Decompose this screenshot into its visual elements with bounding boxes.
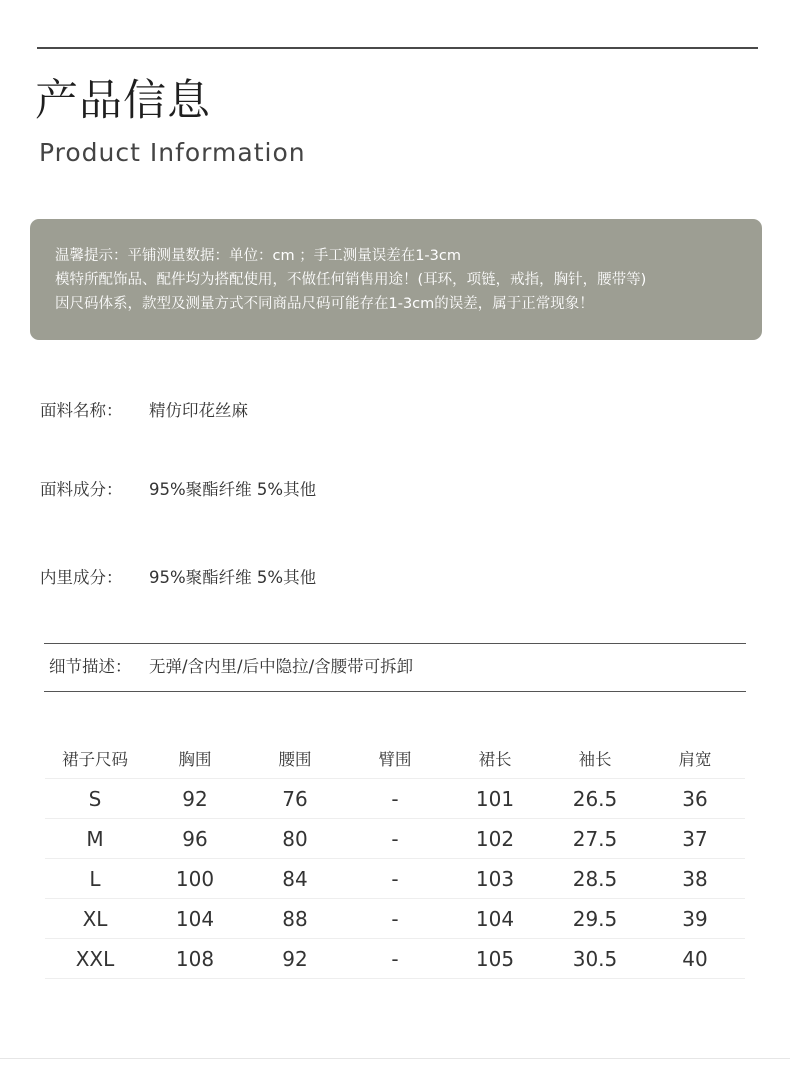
page-title: 产品信息 bbox=[35, 76, 211, 126]
table-cell: 36 bbox=[645, 779, 745, 819]
table-cell: 92 bbox=[245, 939, 345, 979]
header-cell: 肩宽 bbox=[645, 738, 745, 779]
table-cell: 108 bbox=[145, 939, 245, 979]
table-cell: 105 bbox=[445, 939, 545, 979]
table-cell: 96 bbox=[145, 819, 245, 859]
header-cell: 裙长 bbox=[445, 738, 545, 779]
table-cell: - bbox=[345, 939, 445, 979]
notice-line: 模特所配饰品、配件均为搭配使用，不做任何销售用途！(耳环，项链，戒指，胸针，腰带等) bbox=[55, 272, 647, 288]
table-cell: 80 bbox=[245, 819, 345, 859]
table-cell: L bbox=[45, 859, 145, 899]
table-cell: - bbox=[345, 819, 445, 859]
table-cell: 84 bbox=[245, 859, 345, 899]
table-cell: 103 bbox=[445, 859, 545, 899]
table-row bbox=[45, 779, 745, 819]
table-cell: 37 bbox=[645, 819, 745, 859]
table-cell: - bbox=[345, 779, 445, 819]
fabric-name-value: 精仿印花丝麻 bbox=[149, 401, 248, 420]
table-cell: M bbox=[45, 819, 145, 859]
table-cell: 104 bbox=[445, 899, 545, 939]
table-cell: 76 bbox=[245, 779, 345, 819]
table-cell: 29.5 bbox=[545, 899, 645, 939]
fabric-name-row bbox=[40, 399, 248, 423]
fabric-name-label: 面料名称： bbox=[40, 401, 123, 420]
page-subtitle: Product Information bbox=[39, 138, 306, 167]
detail-top-divider bbox=[44, 643, 746, 644]
table-cell: 30.5 bbox=[545, 939, 645, 979]
table-cell: 104 bbox=[145, 899, 245, 939]
lining-composition-value: 95%聚酯纤维 5%其他 bbox=[149, 568, 317, 587]
table-cell: 92 bbox=[145, 779, 245, 819]
table-cell: 102 bbox=[445, 819, 545, 859]
table-cell: XL bbox=[45, 899, 145, 939]
detail-row bbox=[49, 655, 413, 679]
fabric-composition-label: 面料成分： bbox=[40, 480, 123, 499]
table-row bbox=[45, 819, 745, 859]
table-cell: 100 bbox=[145, 859, 245, 899]
table-cell: 88 bbox=[245, 899, 345, 939]
detail-label: 细节描述： bbox=[49, 657, 132, 676]
notice-line: 温馨提示：平铺测量数据：单位：cm ；手工测量误差在1-3cm bbox=[55, 248, 461, 264]
table-cell: S bbox=[45, 779, 145, 819]
table-cell: 40 bbox=[645, 939, 745, 979]
table-cell: - bbox=[345, 859, 445, 899]
notice-box bbox=[30, 219, 762, 340]
header-cell: 腰围 bbox=[245, 738, 345, 779]
size-table-header-row bbox=[45, 738, 745, 779]
fabric-composition-row bbox=[40, 478, 316, 502]
table-cell: 28.5 bbox=[545, 859, 645, 899]
bottom-divider bbox=[0, 1058, 790, 1059]
table-cell: - bbox=[345, 899, 445, 939]
table-cell: 26.5 bbox=[545, 779, 645, 819]
table-row bbox=[45, 899, 745, 939]
detail-value: 无弹/含内里/后中隐拉/含腰带可拆卸 bbox=[149, 657, 414, 676]
header-cell: 袖长 bbox=[545, 738, 645, 779]
table-cell: 101 bbox=[445, 779, 545, 819]
table-cell: 38 bbox=[645, 859, 745, 899]
header-cell: 胸围 bbox=[145, 738, 245, 779]
header-cell: 臂围 bbox=[345, 738, 445, 779]
detail-bottom-divider bbox=[44, 691, 746, 692]
lining-composition-label: 内里成分： bbox=[40, 568, 123, 587]
size-table bbox=[45, 738, 745, 979]
table-row bbox=[45, 859, 745, 899]
notice-line: 因尺码体系，款型及测量方式不同商品尺码可能存在1-3cm的误差，属于正常现象！ bbox=[55, 296, 594, 312]
table-row bbox=[45, 939, 745, 979]
top-divider bbox=[37, 47, 758, 49]
lining-composition-row bbox=[40, 566, 316, 590]
fabric-composition-value: 95%聚酯纤维 5%其他 bbox=[149, 480, 317, 499]
header-cell: 裙子尺码 bbox=[45, 738, 145, 779]
table-cell: XXL bbox=[45, 939, 145, 979]
table-cell: 39 bbox=[645, 899, 745, 939]
table-cell: 27.5 bbox=[545, 819, 645, 859]
